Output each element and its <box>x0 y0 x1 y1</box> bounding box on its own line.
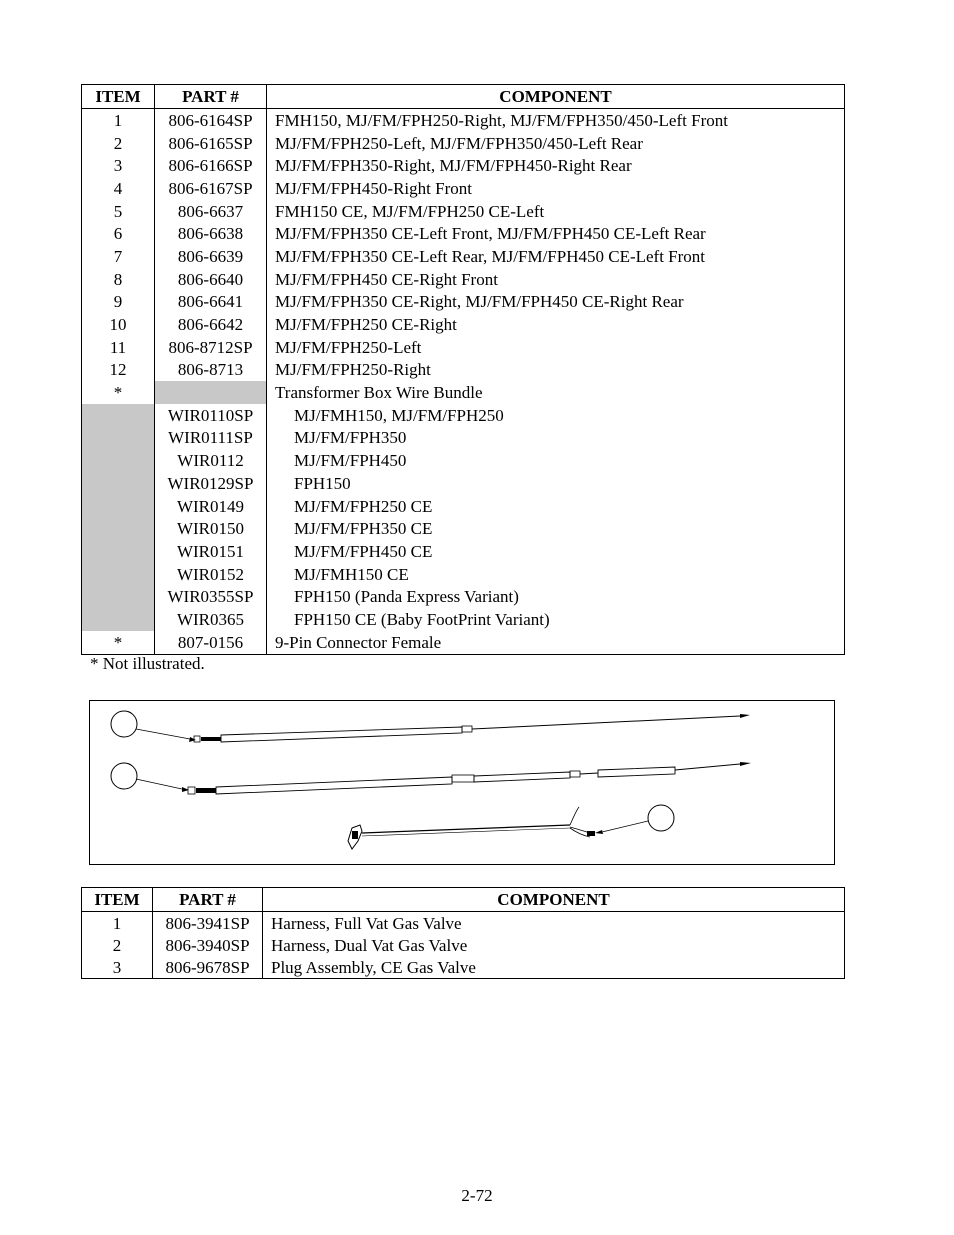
component-cell: MJ/FM/FPH250-Right <box>267 359 845 382</box>
part-number-cell: 806-9678SP <box>153 956 263 979</box>
item-cell <box>82 404 155 427</box>
part-number-cell: 806-8712SP <box>155 336 267 359</box>
page-number: 2-72 <box>461 1186 493 1205</box>
harness-dual-vat-gas-valve <box>188 762 751 794</box>
component-cell: MJ/FM/FPH350 CE-Left Front, MJ/FM/FPH450 CE-Left Rear <box>267 222 845 245</box>
table-row <box>82 585 845 608</box>
callout-bubble-3 <box>648 805 674 831</box>
item-cell <box>82 517 155 540</box>
table-row <box>82 268 845 291</box>
table-row <box>82 336 845 359</box>
table-row <box>82 200 845 223</box>
part-number-cell: WIR0111SP <box>155 427 267 450</box>
item-cell: 10 <box>82 313 155 336</box>
table-row <box>82 449 845 472</box>
part-number-cell: 806-3940SP <box>153 934 263 956</box>
part-number-cell: WIR0151 <box>155 540 267 563</box>
table-row <box>82 912 845 935</box>
item-cell <box>82 563 155 586</box>
part-number-cell: 806-6165SP <box>155 132 267 155</box>
table-row <box>82 956 845 979</box>
part-number-cell: WIR0152 <box>155 563 267 586</box>
part-number-cell <box>155 381 267 404</box>
harness-drawing <box>90 701 834 864</box>
table-row <box>82 631 845 654</box>
component-cell: MJ/FM/FPH250 CE-Right <box>267 313 845 336</box>
table-row <box>82 540 845 563</box>
item-cell: 2 <box>82 132 155 155</box>
part-number-cell: 806-6642 <box>155 313 267 336</box>
item-cell: 2 <box>82 934 153 956</box>
item-cell: 3 <box>82 154 155 177</box>
parts-table-gas-valve-harnesses <box>81 887 845 979</box>
component-cell: MJ/FM/FPH450 CE-Right Front <box>267 268 845 291</box>
table-row <box>82 495 845 518</box>
header-component: COMPONENT <box>267 85 845 109</box>
component-cell: Harness, Full Vat Gas Valve <box>263 912 845 935</box>
table-row <box>82 291 845 314</box>
component-cell: MJ/FM/FPH350-Right, MJ/FM/FPH450-Right Rear <box>267 154 845 177</box>
component-cell: FPH150 CE (Baby FootPrint Variant) <box>267 608 845 631</box>
part-number-cell: 806-6640 <box>155 268 267 291</box>
part-number-cell: 806-6641 <box>155 291 267 314</box>
part-number-cell: 806-6637 <box>155 200 267 223</box>
component-cell: FPH150 (Panda Express Variant) <box>267 585 845 608</box>
table-header-row <box>82 85 845 109</box>
component-cell: MJ/FMH150 CE <box>267 563 845 586</box>
header-part-number: PART # <box>155 85 267 109</box>
table-row <box>82 472 845 495</box>
header-item: ITEM <box>82 85 155 109</box>
part-number-cell: WIR0110SP <box>155 404 267 427</box>
callout-bubble-2 <box>111 763 137 789</box>
part-number-cell: WIR0129SP <box>155 472 267 495</box>
item-cell <box>82 449 155 472</box>
table-row <box>82 109 845 132</box>
table-row <box>82 177 845 200</box>
component-cell: MJ/FM/FPH350 CE-Left Rear, MJ/FM/FPH450 CE-Left Front <box>267 245 845 268</box>
harness-full-vat-gas-valve <box>194 714 750 742</box>
item-cell <box>82 585 155 608</box>
table-row <box>82 427 845 450</box>
component-cell: MJ/FM/FPH350 CE-Right, MJ/FM/FPH450 CE-Right Rear <box>267 291 845 314</box>
item-cell: 5 <box>82 200 155 223</box>
part-number-cell: WIR0150 <box>155 517 267 540</box>
part-number-cell: WIR0112 <box>155 449 267 472</box>
component-cell: MJ/FM/FPH450-Right Front <box>267 177 845 200</box>
item-cell: * <box>82 631 155 654</box>
component-cell: MJ/FM/FPH250-Left <box>267 336 845 359</box>
component-cell: MJ/FM/FPH350 CE <box>267 517 845 540</box>
part-number-cell: WIR0355SP <box>155 585 267 608</box>
item-cell: 4 <box>82 177 155 200</box>
item-cell: 11 <box>82 336 155 359</box>
table-row <box>82 381 845 404</box>
part-number-cell: 806-6164SP <box>155 109 267 132</box>
table-row <box>82 132 845 155</box>
component-cell: FMH150 CE, MJ/FM/FPH250 CE-Left <box>267 200 845 223</box>
footnote-not-illustrated: * Not illustrated. <box>90 654 205 673</box>
part-number-cell: WIR0149 <box>155 495 267 518</box>
item-cell: 7 <box>82 245 155 268</box>
part-number-cell: 806-6638 <box>155 222 267 245</box>
part-number-cell: WIR0365 <box>155 608 267 631</box>
part-number-cell: 807-0156 <box>155 631 267 654</box>
component-cell: FPH150 <box>267 472 845 495</box>
table-row <box>82 245 845 268</box>
item-cell <box>82 472 155 495</box>
item-cell <box>82 495 155 518</box>
item-cell: 9 <box>82 291 155 314</box>
plug-assembly-ce-gas-valve <box>348 807 595 849</box>
item-cell <box>82 427 155 450</box>
component-cell: MJ/FM/FPH250 CE <box>267 495 845 518</box>
table-row <box>82 563 845 586</box>
table-row <box>82 517 845 540</box>
table-row <box>82 404 845 427</box>
parts-table-wire-harnesses <box>81 84 845 655</box>
component-cell: 9-Pin Connector Female <box>267 631 845 654</box>
harness-illustration <box>89 700 835 865</box>
part-number-cell: 806-6167SP <box>155 177 267 200</box>
table-header-row <box>82 888 845 912</box>
component-cell: MJ/FM/FPH450 CE <box>267 540 845 563</box>
item-cell: 8 <box>82 268 155 291</box>
component-cell: MJ/FM/FPH250-Left, MJ/FM/FPH350/450-Left Rear <box>267 132 845 155</box>
table-row <box>82 359 845 382</box>
table-row <box>82 222 845 245</box>
item-cell: 6 <box>82 222 155 245</box>
part-number-cell: 806-6639 <box>155 245 267 268</box>
component-cell: FMH150, MJ/FM/FPH250-Right, MJ/FM/FPH350/450-Left Front <box>267 109 845 132</box>
part-number-cell: 806-3941SP <box>153 912 263 935</box>
table-row <box>82 313 845 336</box>
component-cell: Transformer Box Wire Bundle <box>267 381 845 404</box>
part-number-cell: 806-6166SP <box>155 154 267 177</box>
item-cell: 12 <box>82 359 155 382</box>
table-row <box>82 154 845 177</box>
header-part-number: PART # <box>153 888 263 912</box>
component-cell: MJ/FMH150, MJ/FM/FPH250 <box>267 404 845 427</box>
component-cell: MJ/FM/FPH450 <box>267 449 845 472</box>
item-cell: 1 <box>82 912 153 935</box>
header-component: COMPONENT <box>263 888 845 912</box>
item-cell: 1 <box>82 109 155 132</box>
item-cell <box>82 608 155 631</box>
table-row <box>82 608 845 631</box>
component-cell: MJ/FM/FPH350 <box>267 427 845 450</box>
part-number-cell: 806-8713 <box>155 359 267 382</box>
item-cell: * <box>82 381 155 404</box>
item-cell: 3 <box>82 956 153 979</box>
item-cell <box>82 540 155 563</box>
callout-bubble-1 <box>111 711 137 737</box>
table-row <box>82 934 845 956</box>
component-cell: Harness, Dual Vat Gas Valve <box>263 934 845 956</box>
component-cell: Plug Assembly, CE Gas Valve <box>263 956 845 979</box>
header-item: ITEM <box>82 888 153 912</box>
